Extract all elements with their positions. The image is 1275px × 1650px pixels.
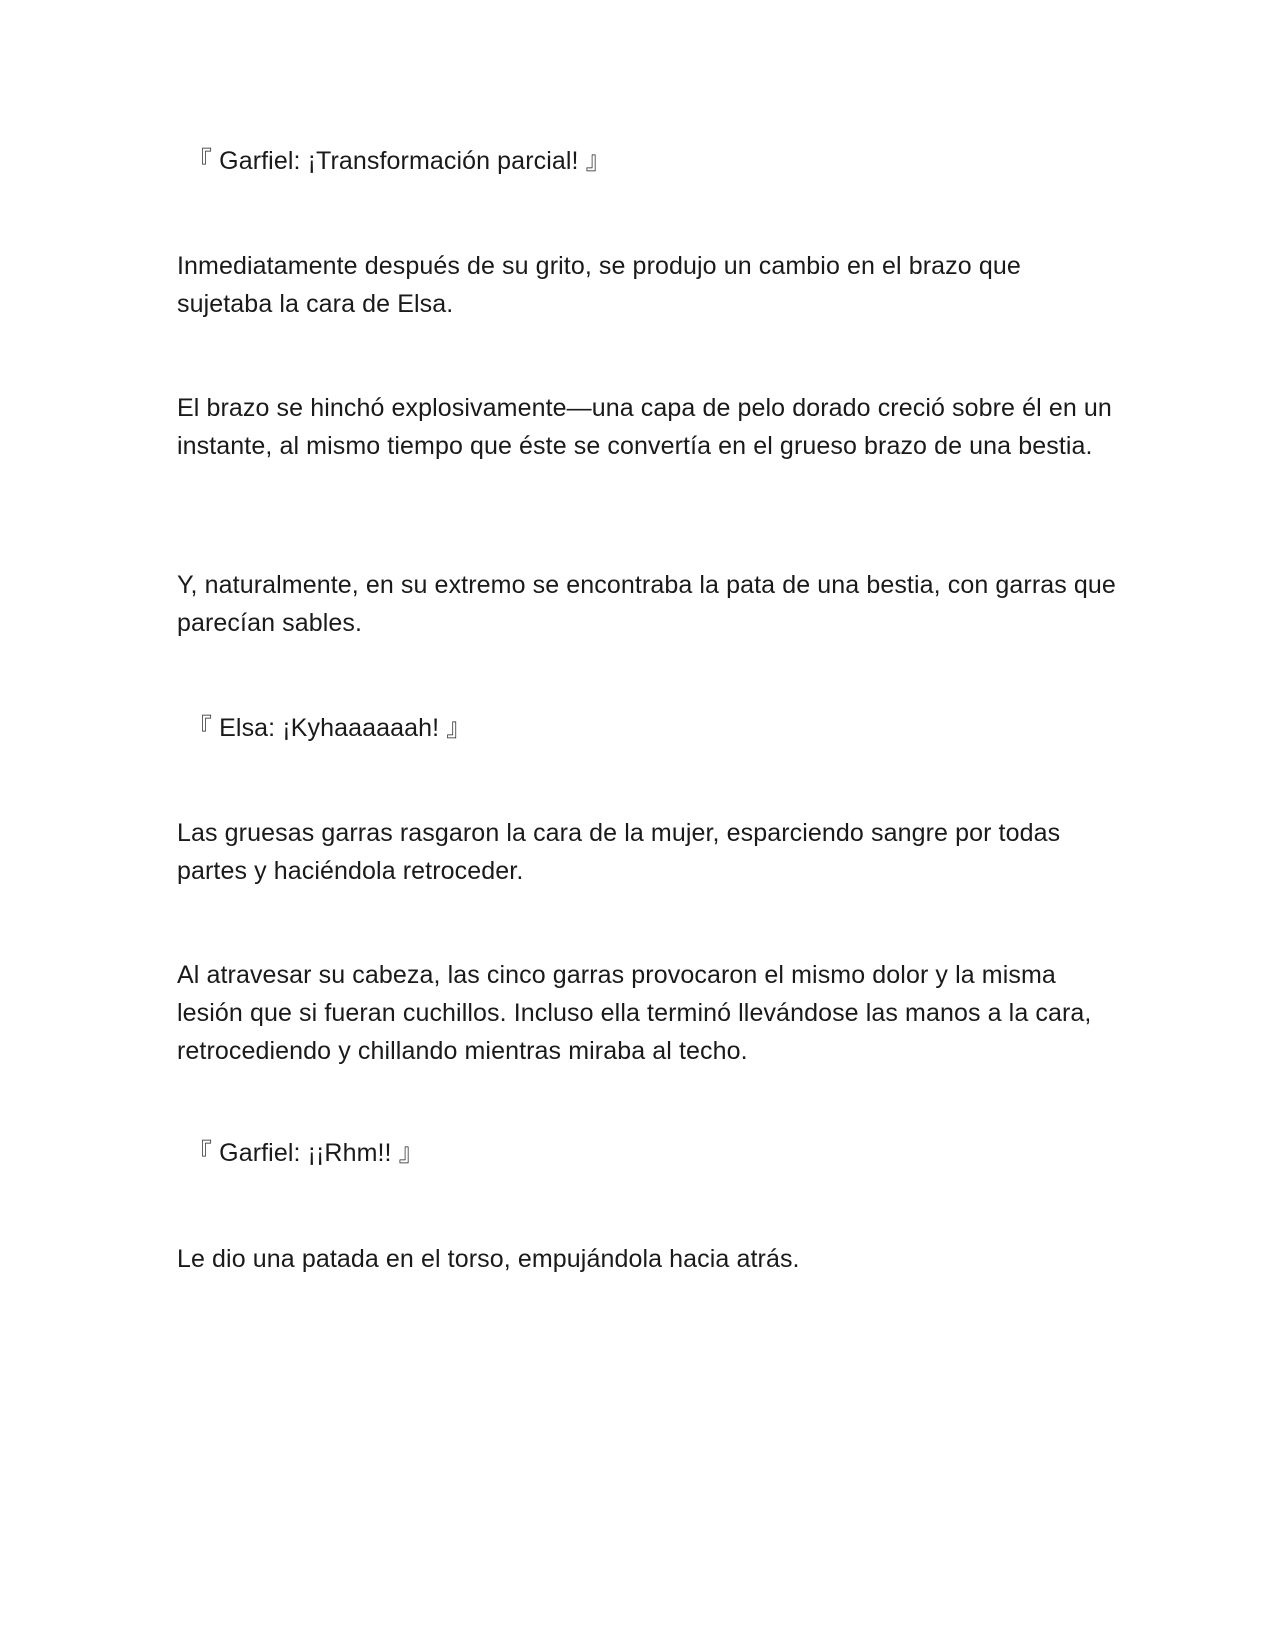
narration-paragraph: Al atravesar su cabeza, las cinco garras provocaron el mismo dolor y la misma lesión que si fueran cuchillos. Incluso ella terminó llevándose las manos a la cara, retrocediendo y chillando mientras miraba al techo. <box>177 961 1092 1065</box>
narration-paragraph: Las gruesas garras rasgaron la cara de la mujer, esparciendo sangre por todas partes y haciéndola retroceder. <box>177 819 1061 885</box>
narration-paragraph: Le dio una patada en el torso, empujándola hacia atrás. <box>177 1245 800 1273</box>
dialogue-line-garfiel-rhm: 『 Garfiel: ¡¡Rhm!! 』 <box>187 1139 424 1167</box>
narration-paragraph: Y, naturalmente, en su extremo se encontraba la pata de una bestia, con garras que parecían sables. <box>177 571 1116 637</box>
dialogue-line-elsa-scream: 『 Elsa: ¡Kyhaaaaaah! 』 <box>187 714 472 742</box>
dialogue-line-garfiel-transformation: 『 Garfiel: ¡Transformación parcial! 』 <box>187 147 611 175</box>
narration-paragraph: Inmediatamente después de su grito, se produjo un cambio en el brazo que sujetaba la cara de Elsa. <box>177 252 1021 318</box>
narration-paragraph: El brazo se hinchó explosivamente—una capa de pelo dorado creció sobre él en un instante, al mismo tiempo que éste se convertía en el grueso brazo de una bestia. <box>177 394 1112 460</box>
